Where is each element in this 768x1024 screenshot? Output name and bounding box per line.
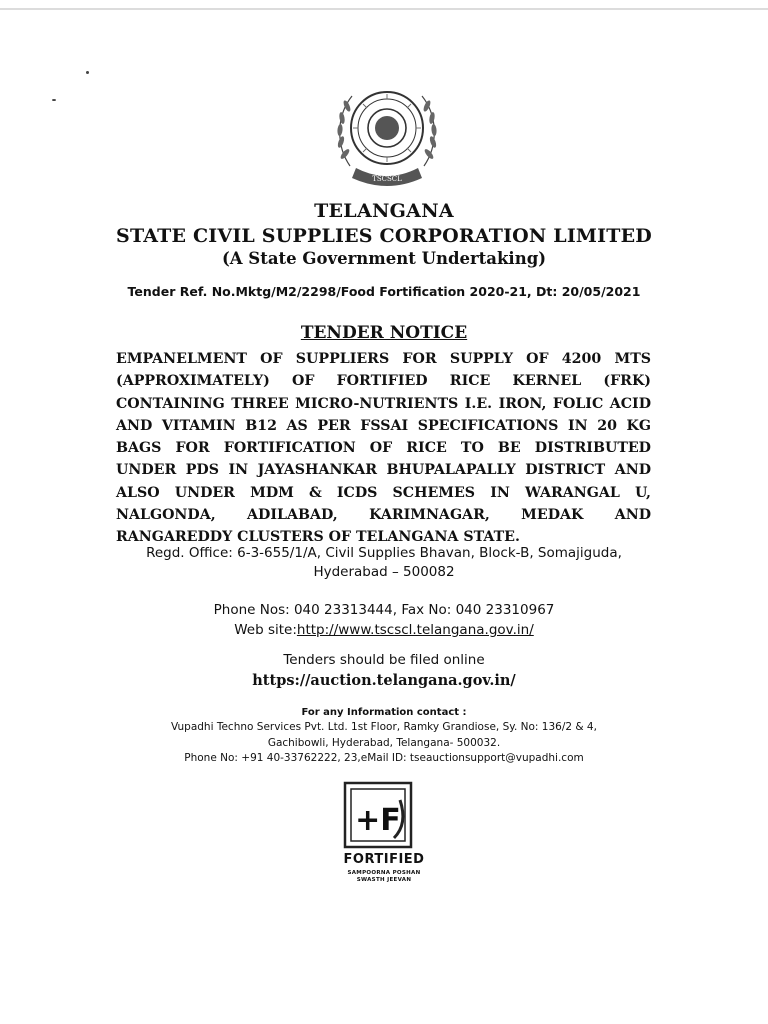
corporation-subtitle: (A State Government Undertaking) xyxy=(221,249,547,268)
tender-notice-body: EMPANELMENT OF SUPPLIERS FOR SUPPLY OF 4200 MTS (APPROXIMATELY) OF FORTIFIED RICE KERNEL (FRK) CONTAINING THREE MICRO-NUTRIENTS I.E. IRON, FOLIC ACID AND VITAMIN B12 AS PER FSSAI SPECIFICATIONS IN 20 KG BAGS FOR FORTIFICATION OF RICE TO BE DISTRIBUTED UNDER PDS IN JAYASHANKAR BHUPALAPALLY DISTRICT AND ALSO UNDER MDM & ICDS SCHEMES IN WARANGAL U, NALGONDA, ADILABAD, KARIMNAGAR, MEDAK AND RANGAREDDY CLUSTERS OF TELANGANA STATE. xyxy=(116,351,651,546)
tscscl-seal-icon xyxy=(326,84,448,192)
scan-speck xyxy=(86,71,89,74)
tender-notice-heading: TENDER NOTICE xyxy=(300,323,468,343)
fortified-mark-text: +F xyxy=(355,803,401,838)
office-address-line-2: Hyderabad – 500082 xyxy=(313,564,455,580)
phone-fax-numbers: Phone Nos: 040 23313444, Fax No: 040 23310967 xyxy=(213,602,555,618)
contact-heading: For any Information contact : xyxy=(301,707,467,718)
scan-edge-line xyxy=(0,8,768,10)
fortified-tagline-1: SAMPOORNA POSHAN xyxy=(347,870,421,876)
fortified-tagline-2: SWASTH JEEVAN xyxy=(356,877,412,883)
website-link[interactable]: http://www.tscscl.telangana.gov.in/ xyxy=(296,622,534,638)
corporation-state-title: TELANGANA xyxy=(314,200,454,222)
tender-reference: Tender Ref. No.Mktg/M2/2298/Food Fortification 2020-21, Dt: 20/05/2021 xyxy=(127,284,641,299)
fortified-wordmark: FORTIFIED xyxy=(343,852,425,867)
scan-speck xyxy=(52,99,56,101)
office-address-line-1: Regd. Office: 6-3-655/1/A, Civil Supplies Bhavan, Block-B, Somajiguda, xyxy=(146,545,622,561)
seal-banner-text: TSCSCL xyxy=(372,175,402,183)
website-line xyxy=(0,622,768,638)
fortified-plus-f-icon xyxy=(342,780,414,850)
contact-phone-email: Phone No: +91 40-33762222, 23,eMail ID: tseauctionsupport@vupadhi.com xyxy=(184,752,584,764)
registered-office-address xyxy=(0,544,768,582)
contact-address-line-1: Vupadhi Techno Services Pvt. Ltd. 1st Floor, Ramky Grandiose, Sy. No: 136/2 & 4, xyxy=(171,721,597,733)
online-filing-note: Tenders should be filed online xyxy=(283,652,485,668)
auction-portal-url: https://auction.telangana.gov.in/ xyxy=(252,672,516,689)
website-label: Web site: xyxy=(234,622,297,638)
corporation-name-title: STATE CIVIL SUPPLIES CORPORATION LIMITED xyxy=(116,225,652,247)
contact-address-line-2: Gachibowli, Hyderabad, Telangana- 500032. xyxy=(267,737,501,749)
